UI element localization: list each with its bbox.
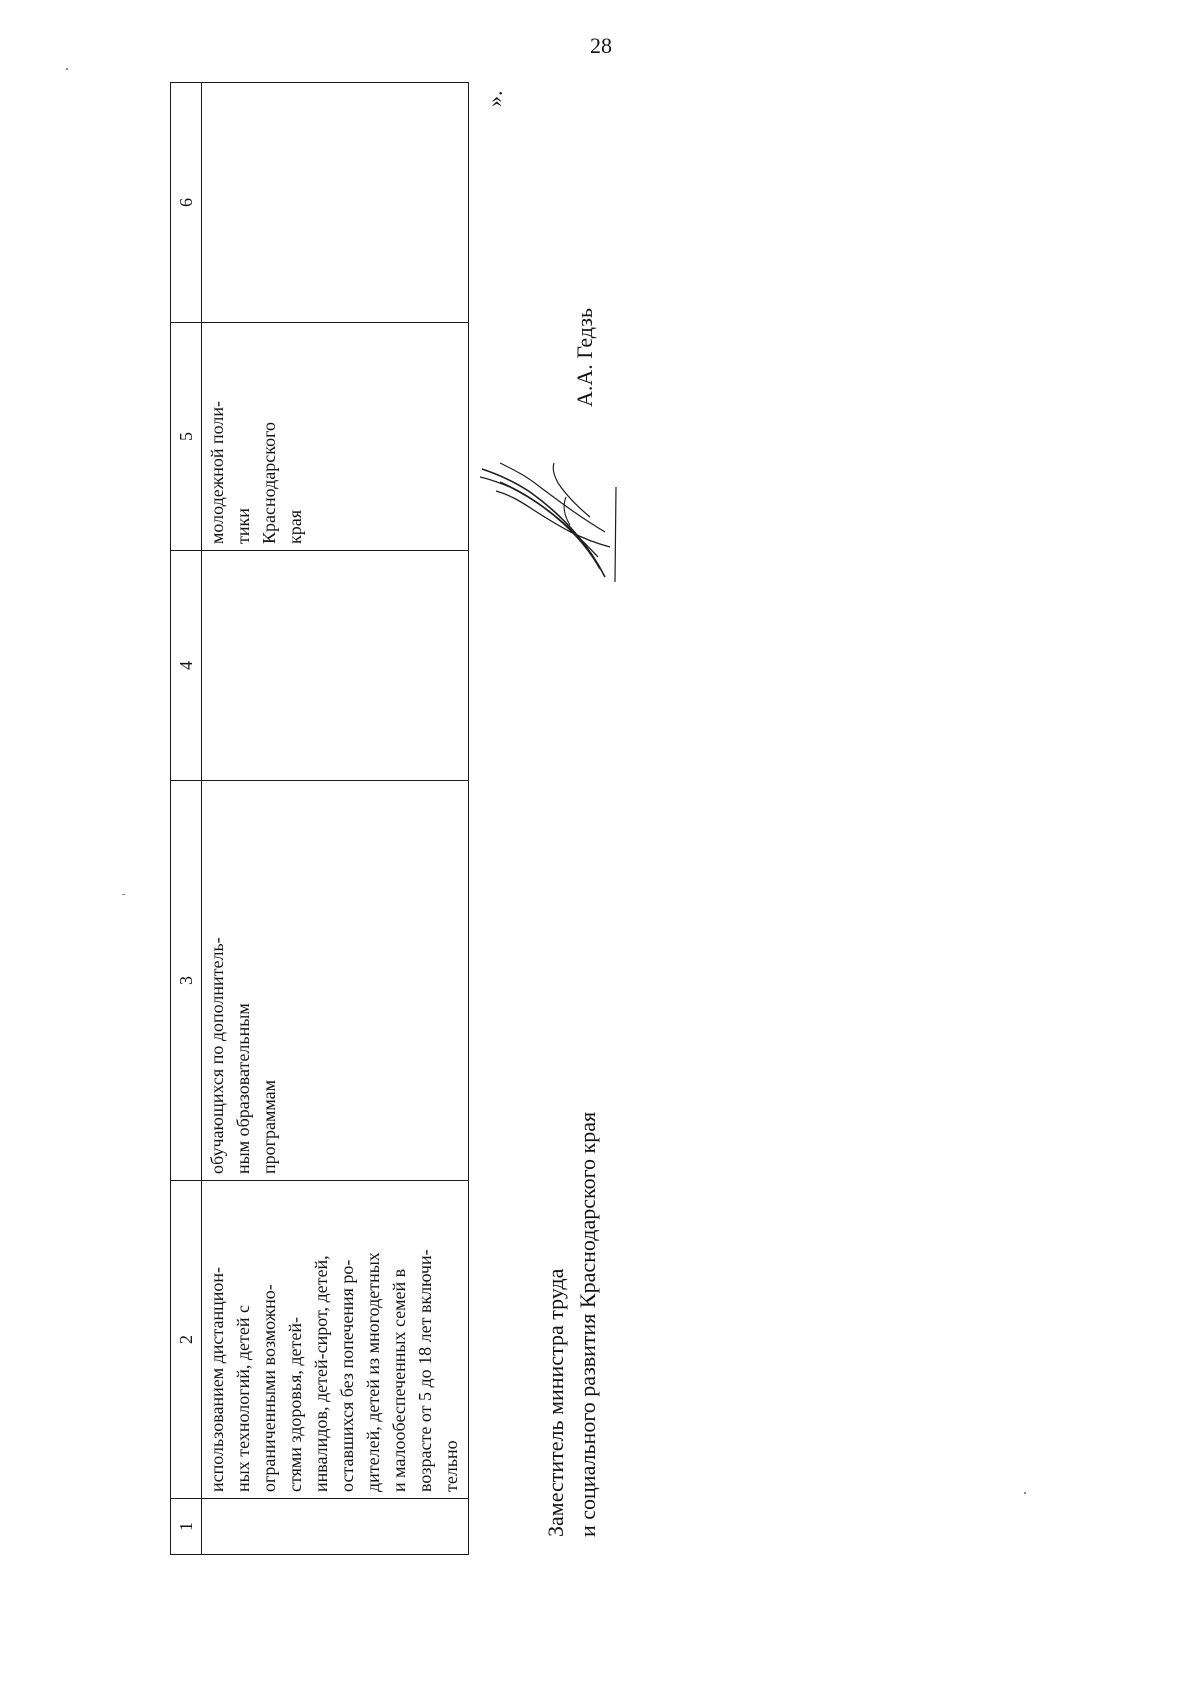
scan-speck <box>122 894 125 895</box>
signatory-position-line-2: и социального развития Краснодарского края <box>575 1111 600 1537</box>
page-number: 28 <box>590 33 612 58</box>
handwritten-signature-icon <box>470 457 620 587</box>
signatory-position-line-1: Заместитель министра труда <box>543 1268 568 1537</box>
column-number-1: 1 <box>171 1499 202 1555</box>
column-number-3: 3 <box>171 781 202 1181</box>
column-number-2: 2 <box>171 1181 202 1499</box>
table-cell-1 <box>202 1499 469 1555</box>
table-row <box>202 83 469 1555</box>
table-header-row <box>171 83 202 1555</box>
scan-speck <box>66 68 68 70</box>
table-cell-4 <box>202 551 469 781</box>
table-cell-5: молодежной поли- тики Краснодарского края <box>202 323 469 551</box>
column-number-4: 4 <box>171 551 202 781</box>
table-cell-6 <box>202 83 469 323</box>
column-number-6: 6 <box>171 83 202 323</box>
scan-speck <box>1024 1492 1026 1494</box>
signatory-name: А.А. Гедзь <box>572 308 597 407</box>
table-cell-3: обучающихся по дополнитель- ным образовательным программам <box>202 781 469 1181</box>
column-number-5: 5 <box>171 323 202 551</box>
signatory-position <box>540 1112 604 1537</box>
closing-quote: ». <box>482 90 507 107</box>
table-cell-2: использованием дистанцион- ных технологий, детей с ограниченными возможно- стями здоровья, детей- инвалидов, детей-сирот, детей, оставшихся без попечения ро- дителей, детей из многодетных и малообеспеченных семей в возрасте от 5 до 18 лет включи- тельно <box>202 1181 469 1499</box>
continuation-table <box>170 82 469 1555</box>
